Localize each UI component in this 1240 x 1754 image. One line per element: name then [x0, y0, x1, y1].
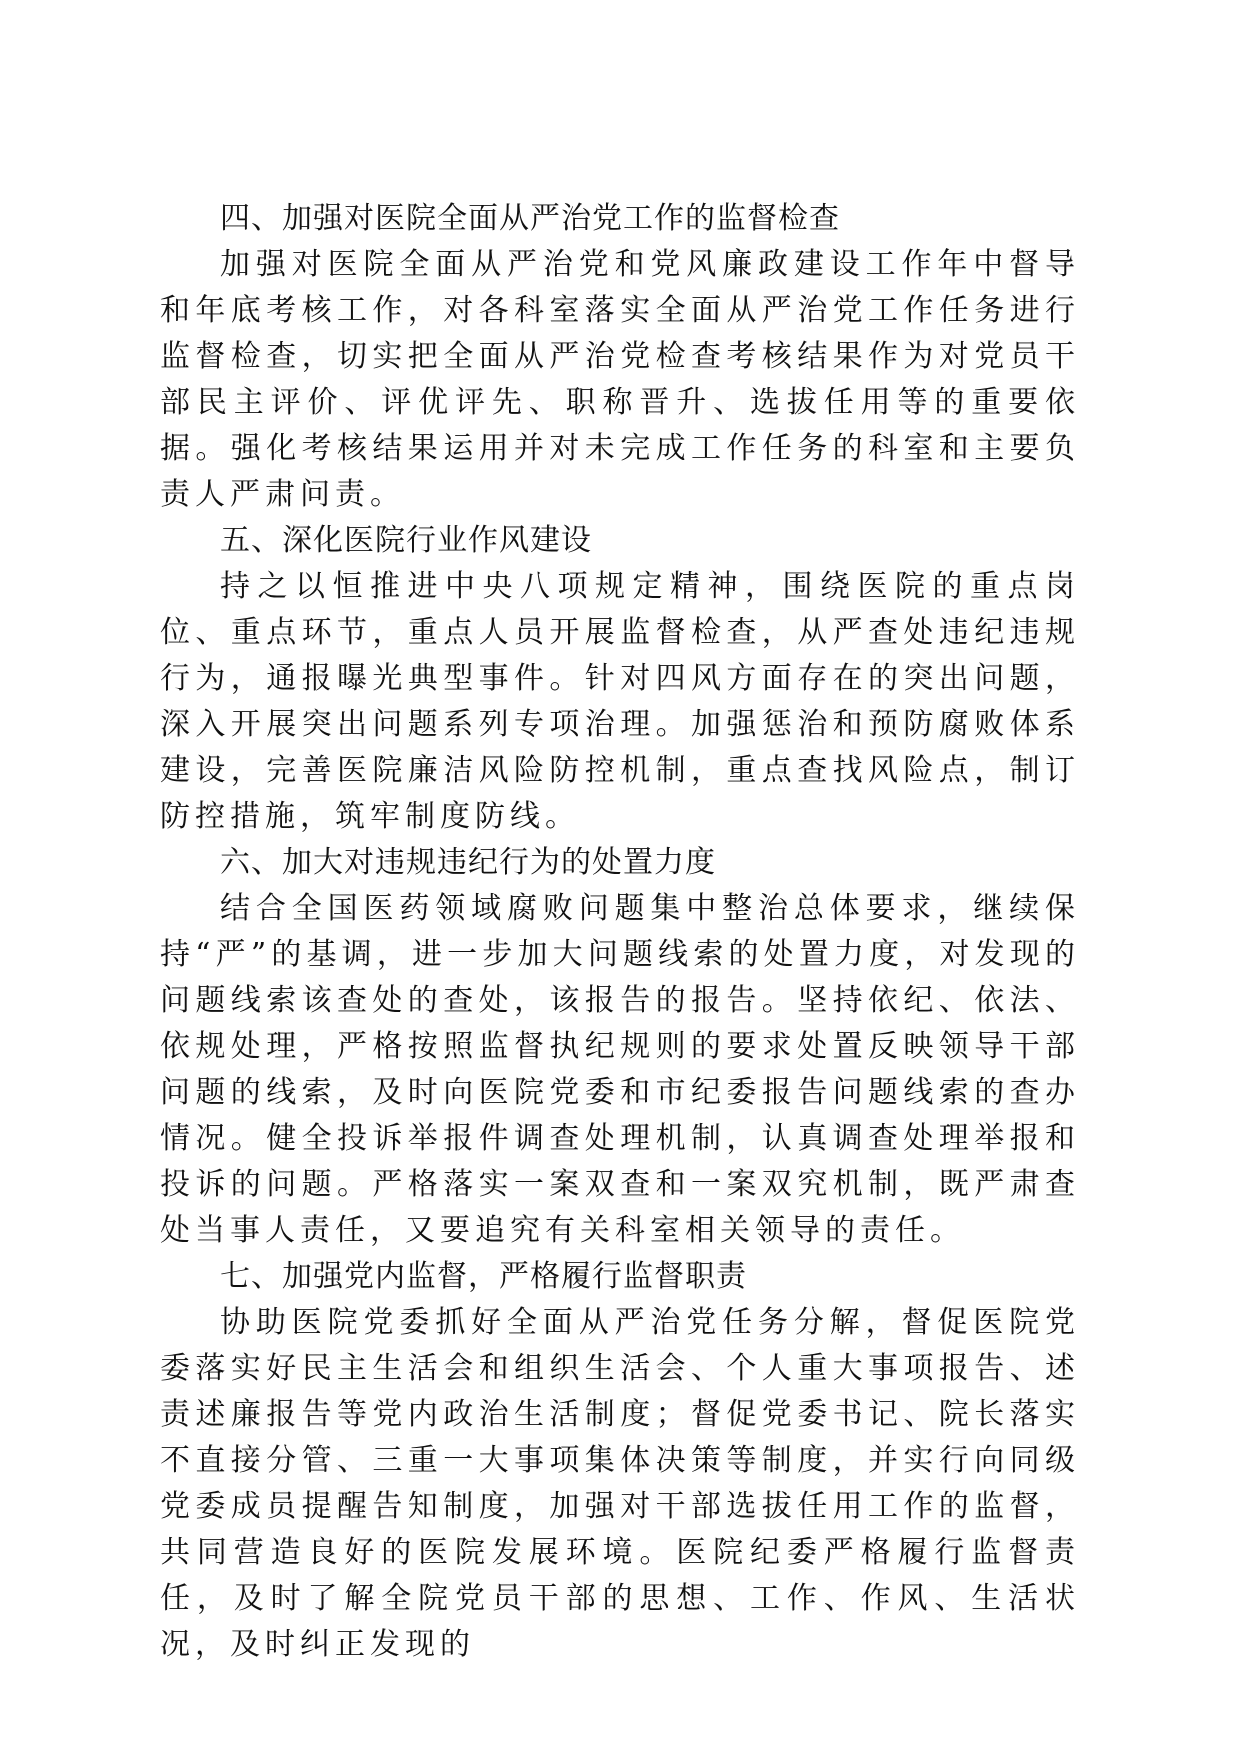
section-body-7: 协助医院党委抓好全面从严治党任务分解，督促医院党委落实好民主生活会和组织生活会、个人重大事项报告、述责述廉报告等党内政治生活制度；督促党委书记、院长落实不直接分管、三重一大事项集体决策等制度，并实行向同级党委成员提醒告知制度，加强对干部选拔任用工作的监督，共同营造良好的医院发展环境。医院纪委严格履行监督责任，及时了解全院党员干部的思想、工作、作风、生活状况，及时纠正发现的	[160, 1305, 1080, 1662]
section-body-5: 持之以恒推进中央八项规定精神，围绕医院的重点岗位、重点环节，重点人员开展监督检查，从严查处违纪违规行为，通报曝光典型事件。针对四风方面存在的突出问题，深入开展突出问题系列专项治理。加强惩治和预防腐败体系建设，完善医院廉洁风险防控机制，重点查找风险点，制订防控措施，筑牢制度防线。	[160, 569, 1080, 834]
section-heading-7: 七、加强党内监督，严格履行监督职责	[220, 1259, 747, 1294]
section-body-6: 结合全国医药领域腐败问题集中整治总体要求，继续保持“严”的基调，进一步加大问题线索的处置力度，对发现的问题线索该查处的查处，该报告的报告。坚持依纪、依法、依规处理，严格按照监督执纪规则的要求处置反映领导干部问题的线索，及时向医院党委和市纪委报告问题线索的查办情况。健全投诉举报件调查处理机制，认真调查处理举报和投诉的问题。严格落实一案双查和一案双究机制，既严肃查处当事人责任，又要追究有关科室相关领导的责任。	[160, 891, 1080, 1248]
section-heading-4: 四、加强对医院全面从严治党工作的监督检查	[220, 201, 840, 236]
section-heading-5: 五、深化医院行业作风建设	[220, 523, 592, 558]
section-body-4: 加强对医院全面从严治党和党风廉政建设工作年中督导和年底考核工作，对各科室落实全面从严治党工作任务进行监督检查，切实把全面从严治党检查考核结果作为对党员干部民主评价、评优评先、职称晋升、选拔任用等的重要依据。强化考核结果运用并对未完成工作任务的科室和主要负责人严肃问责。	[160, 247, 1080, 512]
section-heading-6: 六、加大对违规违纪行为的处置力度	[220, 845, 716, 880]
document-page	[160, 196, 1080, 1668]
